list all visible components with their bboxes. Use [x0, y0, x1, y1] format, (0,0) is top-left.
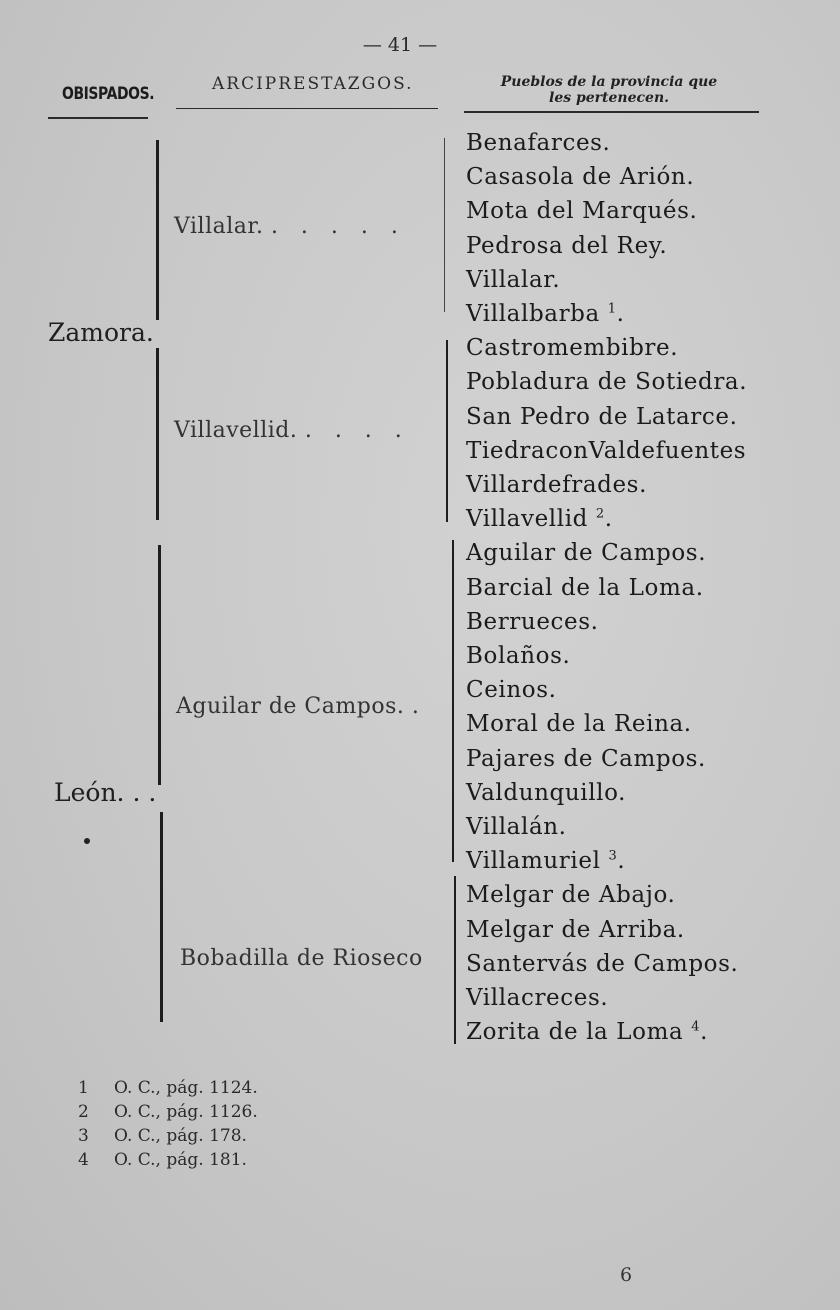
footnote-number: 4: [78, 1150, 89, 1170]
town-item: [466, 369, 747, 395]
town-name: Moral de la Reina.: [466, 711, 692, 738]
header-pueblos-line1: Pueblos de la provincia que: [500, 74, 718, 90]
header-pueblos-line2: les pertenecen.: [549, 90, 669, 106]
town-name: Pedrosa del Rey.: [466, 232, 668, 259]
town-name: Valdunquillo.: [466, 779, 627, 806]
town-end-punct: .: [604, 506, 613, 533]
town-item: [466, 404, 738, 430]
town-name: Pobladura de Sotiedra.: [466, 369, 748, 396]
town-name: Bolaños.: [466, 643, 571, 669]
footnote: [78, 1078, 258, 1098]
brace-aguilar: [452, 540, 454, 862]
town-name: Villalán.: [466, 814, 567, 840]
town-item: [466, 438, 746, 464]
town-name: Benafarces.: [466, 130, 611, 156]
footnote-ref: 1: [607, 301, 617, 317]
town-item: [466, 540, 706, 566]
town-name: TiedraconValdefuentes: [466, 437, 747, 464]
header-arciprestazgos: ARCIPRESTAZGOS.: [212, 74, 414, 94]
town-item: [466, 643, 570, 669]
town-end-punct: .: [617, 848, 626, 875]
town-item: [466, 951, 738, 977]
footnote-ref: 4: [691, 1019, 701, 1035]
footnote-text: O. C., pág. 178.: [114, 1126, 247, 1146]
footnote-number: 3: [78, 1126, 89, 1146]
town-name: Villavellid: [466, 506, 588, 533]
town-item: [466, 335, 678, 361]
town-name: Aguilar de Campos.: [466, 540, 707, 567]
brace-leon-bottom: [160, 812, 163, 1022]
brace-zamora-bottom: [156, 348, 159, 520]
town-name: Villacreces.: [466, 985, 609, 1011]
town-name: Villamuriel: [466, 848, 601, 875]
brace-zamora-top: [156, 140, 159, 320]
town-item: [466, 164, 694, 190]
footnote: [78, 1150, 247, 1170]
brace-bobadilla: [454, 876, 456, 1044]
footnote-ref: 2: [595, 506, 605, 522]
town-name: Casasola de Arión.: [466, 164, 695, 191]
town-name: Melgar de Arriba.: [466, 916, 685, 943]
town-item: [466, 198, 697, 224]
town-name: Villalbarba: [466, 301, 600, 327]
town-name: Berrueces.: [466, 608, 599, 635]
arciprestazgo-villavellid: Villavellid. . . . .: [174, 418, 403, 443]
footnote-text: O. C., pág. 181.: [114, 1150, 247, 1170]
town-item: [466, 882, 675, 908]
town-name: Santervás de Campos.: [466, 950, 739, 977]
town-end-punct: .: [616, 301, 625, 327]
ink-dot: [84, 838, 90, 844]
footnote-number: 1: [78, 1078, 89, 1098]
town-item: [466, 746, 706, 772]
page-number: — 41 —: [362, 34, 438, 56]
obispado-leon: León. . .: [54, 778, 157, 807]
arciprestazgo-bobadilla: Bobadilla de Rioseco: [180, 946, 423, 971]
town-name: Ceinos.: [466, 677, 557, 704]
town-item: [466, 848, 625, 874]
footnote: [78, 1126, 247, 1146]
footnote-ref: 3: [608, 848, 618, 864]
footnote: [78, 1102, 258, 1122]
town-item: [466, 985, 608, 1011]
town-name: San Pedro de Latarce.: [466, 403, 738, 430]
town-name: Melgar de Abajo.: [466, 882, 676, 909]
town-name: Zorita de la Loma: [466, 1019, 684, 1046]
town-name: Barcial de la Loma.: [466, 574, 704, 601]
signature-mark: 6: [620, 1264, 633, 1286]
town-item: [466, 233, 667, 259]
footnote-text: O. C., pág. 1126.: [114, 1102, 258, 1122]
town-item: [466, 917, 685, 943]
footnote-number: 2: [78, 1102, 89, 1122]
town-item: [466, 677, 557, 703]
town-name: Villardefrades.: [466, 472, 647, 498]
arciprestazgo-villalar: Villalar. . . . . .: [174, 214, 399, 239]
header-rule-arciprestazgos: [176, 108, 438, 109]
town-item: [466, 301, 625, 327]
town-item: [466, 130, 610, 156]
arciprestazgo-aguilar: Aguilar de Campos. .: [176, 694, 420, 719]
town-name: Villalar.: [466, 266, 561, 293]
town-item: [466, 609, 599, 635]
town-item: [466, 575, 704, 601]
header-obispados: OBISPADOS.: [62, 84, 155, 104]
town-item: [466, 506, 613, 532]
town-item: [466, 1019, 708, 1045]
town-item: [466, 780, 626, 806]
footnote-text: O. C., pág. 1124.: [114, 1078, 258, 1098]
town-end-punct: .: [700, 1019, 709, 1046]
header-pueblos: [460, 74, 758, 106]
header-rule-pueblos: [464, 111, 759, 113]
brace-villalar: [444, 138, 445, 312]
brace-villavellid: [446, 340, 448, 522]
town-item: [466, 814, 567, 840]
town-name: Castromembibre.: [466, 335, 679, 362]
town-item: [466, 472, 647, 498]
brace-leon-top: [158, 545, 161, 785]
town-name: Pajares de Campos.: [466, 745, 706, 772]
town-item: [466, 711, 692, 737]
header-rule-obispados: [48, 117, 148, 119]
town-name: Mota del Marqués.: [466, 198, 698, 225]
obispado-zamora: Zamora.: [48, 318, 154, 347]
town-item: [466, 267, 560, 293]
